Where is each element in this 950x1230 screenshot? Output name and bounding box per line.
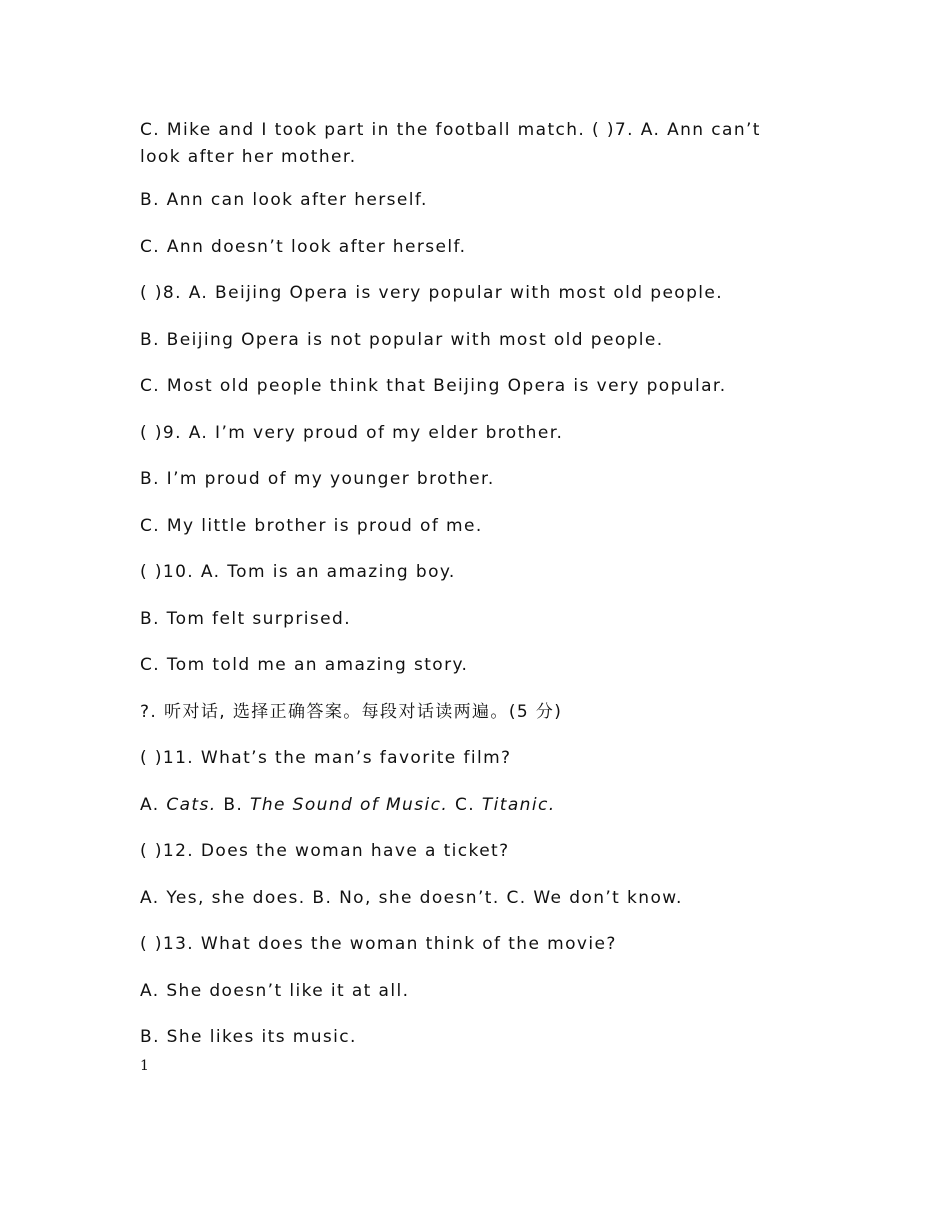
option-b-label: B. bbox=[216, 794, 251, 815]
question-13: ( )13. What does the woman think of the movie? bbox=[140, 934, 617, 954]
page-number: 1 bbox=[140, 1058, 149, 1074]
text-line: B. She likes its music. bbox=[140, 1027, 357, 1047]
text-line: B. Tom felt surprised. bbox=[140, 608, 352, 629]
text-line: A. She doesn’t like it at all. bbox=[140, 980, 410, 1001]
question-11: ( )11. What’s the man’s favorite film? bbox=[140, 748, 512, 768]
text-line: B. Beijing Opera is not popular with most old people. bbox=[140, 329, 664, 350]
option-a-label: A. bbox=[140, 794, 167, 815]
text-line: C. My little brother is proud of me. bbox=[140, 515, 483, 536]
text-line: C. Tom told me an amazing story. bbox=[140, 655, 469, 675]
section-heading: ?. 听对话, 选择正确答案。每段对话读两遍。(5 分) bbox=[140, 701, 563, 722]
question-8: ( )8. A. Beijing Opera is very popular with most old people. bbox=[140, 283, 724, 303]
text-line: C. Ann doesn’t look after herself. bbox=[140, 236, 467, 257]
question-10: ( )10. A. Tom is an amazing boy. bbox=[140, 562, 456, 582]
text-line: B. I’m proud of my younger brother. bbox=[140, 469, 495, 489]
text-line: C. Most old people think that Beijing Opera is very popular. bbox=[140, 376, 727, 396]
text-line: A. Yes, she does. B. No, she doesn’t. C. We don’t know. bbox=[140, 887, 683, 908]
text-line: C. Mike and I took part in the football match. ( )7. A. Ann can’t look after her mother. bbox=[140, 120, 761, 167]
option-c-title: Titanic. bbox=[481, 794, 556, 815]
question-9: ( )9. A. I’m very proud of my elder brother. bbox=[140, 422, 564, 443]
question-11-options bbox=[140, 792, 790, 819]
option-a-title: Cats. bbox=[166, 794, 217, 815]
text-line: B. Ann can look after herself. bbox=[140, 190, 428, 210]
option-b-title: The Sound of Music. bbox=[250, 794, 449, 815]
question-12: ( )12. Does the woman have a ticket? bbox=[140, 841, 510, 861]
page-content bbox=[140, 117, 790, 1071]
option-c-label: C. bbox=[448, 794, 482, 815]
